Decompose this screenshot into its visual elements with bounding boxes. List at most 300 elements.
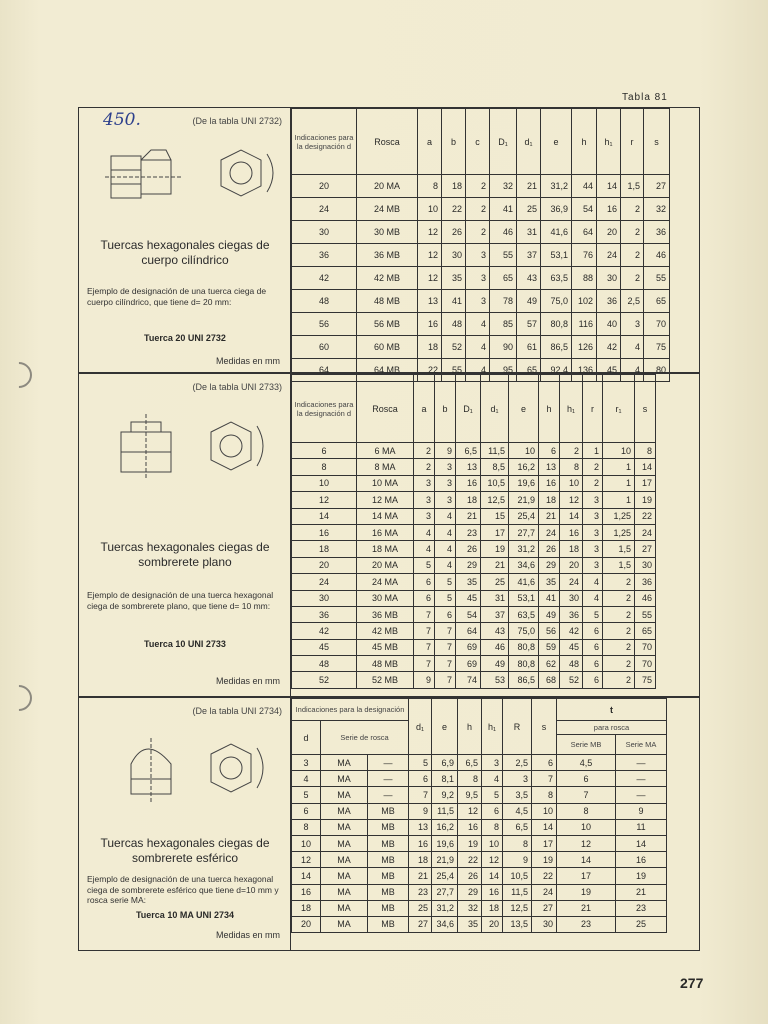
table-cell: 64 [292, 359, 357, 382]
table-cell: 12 [418, 244, 442, 267]
table-cell: 3 [583, 492, 603, 508]
table-cell: 3 [583, 508, 603, 524]
table-cell: — [616, 771, 667, 787]
table-cell: 12 [418, 221, 442, 244]
column-header: Serie MB [557, 735, 616, 755]
table-row [292, 623, 656, 639]
table-cell: 25 [517, 198, 541, 221]
column-header: r [621, 109, 644, 175]
table-cell: 55 [490, 244, 517, 267]
table-cell: 45 [456, 590, 481, 606]
table-cell: 4 [583, 574, 603, 590]
table-cell: 3 [414, 508, 435, 524]
section-info [79, 374, 291, 696]
table-cell: 57 [517, 313, 541, 336]
table-cell: MA [321, 819, 368, 835]
table-cell: 15 [481, 508, 509, 524]
table-cell: 8 [557, 803, 616, 819]
table-cell: 16 [418, 313, 442, 336]
column-header: d₁ [409, 699, 432, 755]
table-cell: 29 [456, 557, 481, 573]
table-cell: 5 [409, 755, 432, 771]
table-cell: 4 [414, 524, 435, 540]
table-row [292, 835, 667, 851]
table-cell: 6 [539, 443, 560, 459]
table-cell: 30 [532, 916, 557, 932]
table-cell: 16 [456, 475, 481, 491]
table-cell: 22 [635, 508, 656, 524]
table-cell: MA [321, 900, 368, 916]
table-cell: 7 [435, 623, 456, 639]
table-cell: 3 [583, 524, 603, 540]
table-cell: 7 [532, 771, 557, 787]
table-cell: MB [368, 835, 409, 851]
table-cell: MB [368, 868, 409, 884]
table-cell: 10,5 [481, 475, 509, 491]
table-cell: 14 [532, 819, 557, 835]
table-cell: 20 [292, 175, 357, 198]
table-cell: 1 [603, 492, 635, 508]
table-number: Tabla 81 [622, 92, 668, 103]
table-cell: 13 [456, 459, 481, 475]
table-cell: 16 MA [357, 524, 414, 540]
table-cell: 23 [616, 900, 667, 916]
table-cell: 19,6 [509, 475, 539, 491]
page-number: 277 [680, 975, 704, 991]
table-cell: 6 [435, 606, 456, 622]
table-cell: 12 [292, 492, 357, 508]
table-cell: 8 MA [357, 459, 414, 475]
table-cell: 18 [442, 175, 466, 198]
table-cell: 6 [557, 771, 616, 787]
table-cell: 11,5 [481, 443, 509, 459]
table-cell: MA [321, 835, 368, 851]
table-cell: 30 [597, 267, 621, 290]
table-cell: 13 [539, 459, 560, 475]
table-cell: 12 [560, 492, 583, 508]
table-cell: 3 [466, 267, 490, 290]
column-header: h₁ [597, 109, 621, 175]
table-cell: 21 [557, 900, 616, 916]
table-cell: 29 [539, 557, 560, 573]
table-cell: 18 [409, 852, 432, 868]
table-cell: 19 [458, 835, 482, 851]
table-cell: 2 [621, 267, 644, 290]
table-cell: 23 [456, 524, 481, 540]
table-cell: 9 [616, 803, 667, 819]
table-cell: 13,5 [503, 916, 532, 932]
table-cell: 49 [517, 290, 541, 313]
table-cell: 6,5 [503, 819, 532, 835]
table-cell: 35 [539, 574, 560, 590]
table-cell: 53 [481, 672, 509, 688]
table-cell: MA [321, 868, 368, 884]
table-cell: 30 [292, 590, 357, 606]
table-cell: 11 [616, 819, 667, 835]
table-cell: 52 [560, 672, 583, 688]
table-cell: 136 [572, 359, 597, 382]
table-cell: 14 [292, 508, 357, 524]
binder-hole [1, 357, 38, 394]
table-cell: 9 [435, 443, 456, 459]
table-cell: 6 [409, 771, 432, 787]
table-cell: 25 [481, 574, 509, 590]
table-cell: 12 [292, 852, 321, 868]
table-cell: 6 [583, 656, 603, 672]
table-row [292, 755, 667, 771]
table-cell: 2 [603, 656, 635, 672]
table-cell: 24 [597, 244, 621, 267]
table-cell: 70 [644, 313, 670, 336]
column-header: h [539, 375, 560, 443]
table-cell: 21 [409, 868, 432, 884]
column-header: s [532, 699, 557, 755]
table-cell: 44 [572, 175, 597, 198]
section-info [79, 108, 291, 372]
table-row [292, 475, 656, 491]
table-cell: 76 [572, 244, 597, 267]
table-cell: 4 [435, 524, 456, 540]
table-cell: 2 [621, 221, 644, 244]
table-cell: 52 [442, 336, 466, 359]
designation-code: Tuerca 20 UNI 2732 [144, 333, 226, 343]
table-row [292, 868, 667, 884]
table-cell: 27 [532, 900, 557, 916]
table-cell: 6 [414, 590, 435, 606]
nut-drawing-icon [91, 402, 281, 494]
table-cell: 10 [292, 835, 321, 851]
table-cell: 12 [482, 852, 503, 868]
table-cell: 36 [292, 244, 357, 267]
table-cell: 36 MB [357, 244, 418, 267]
table-row [292, 656, 656, 672]
table-cell: 10 [292, 475, 357, 491]
table-cell: 14 [482, 868, 503, 884]
table-cell: 6 [583, 639, 603, 655]
table-cell: 7 [435, 672, 456, 688]
table-cell: 26 [539, 541, 560, 557]
column-header: d₁ [481, 375, 509, 443]
table-cell: 9 [503, 852, 532, 868]
table-cell: 27,7 [509, 524, 539, 540]
table-cell: MB [368, 884, 409, 900]
table-cell: 31,2 [509, 541, 539, 557]
table-cell: 16,2 [432, 819, 458, 835]
table-cell: 24 [532, 884, 557, 900]
table-cell: 16 [560, 524, 583, 540]
table-cell: 2 [466, 198, 490, 221]
table-cell: MA [321, 852, 368, 868]
table-cell: 5 [482, 787, 503, 803]
table-row [292, 557, 656, 573]
table-cell: 20 [597, 221, 621, 244]
table-cell: 36 [635, 574, 656, 590]
table-cell: 21 [517, 175, 541, 198]
table-cell: 19 [532, 852, 557, 868]
table-cell: 56 [292, 313, 357, 336]
column-header: Rosca [357, 375, 414, 443]
table-cell: 56 [539, 623, 560, 639]
table-cell: 18 [292, 541, 357, 557]
column-header: h [572, 109, 597, 175]
table-cell: 48 [442, 313, 466, 336]
section-cylindrical [78, 107, 700, 373]
table-cell: 21 [481, 557, 509, 573]
table-cell: 31,2 [432, 900, 458, 916]
table-cell: 36 [597, 290, 621, 313]
column-header: h₁ [560, 375, 583, 443]
table-cell: 4 [482, 771, 503, 787]
table-cell: 9 [409, 803, 432, 819]
table-cell: 65 [490, 267, 517, 290]
table-row [292, 290, 670, 313]
table-cell: 40 [597, 313, 621, 336]
column-header: e [432, 699, 458, 755]
designation-example: Ejemplo de designación de una tuerca hexagonal ciega de sombrerete esférico que tiene d=10 mm y rosca serie MA: [87, 874, 279, 905]
table-cell: 80,8 [509, 656, 539, 672]
table-cell: 3 [435, 459, 456, 475]
table-cell: 24 [292, 574, 357, 590]
table-row [292, 590, 656, 606]
table-cell: 52 MB [357, 672, 414, 688]
table-cell: 69 [456, 656, 481, 672]
table-cell: 42 [560, 623, 583, 639]
table-cell: 25,4 [432, 868, 458, 884]
table-cell: 12 [557, 835, 616, 851]
table-cell: 20 [482, 916, 503, 932]
table-cell: 48 [292, 656, 357, 672]
table-cell: 64 [572, 221, 597, 244]
table-cell: 11,5 [503, 884, 532, 900]
table-cell: 43 [517, 267, 541, 290]
column-header: D₁ [490, 109, 517, 175]
table-cell: 16 [539, 475, 560, 491]
table-cell: 21,9 [509, 492, 539, 508]
table-cell: 16 [292, 524, 357, 540]
table-cell: 18 [292, 900, 321, 916]
table-cell: 4 [292, 771, 321, 787]
column-header: b [435, 375, 456, 443]
table-cell: 8 [532, 787, 557, 803]
table-cell: 46 [644, 244, 670, 267]
table-cell: 22 [442, 198, 466, 221]
table-cell: MB [368, 852, 409, 868]
table-cell: MA [321, 803, 368, 819]
table-row [292, 819, 667, 835]
table-cell: 6 [414, 574, 435, 590]
table-cell: 55 [442, 359, 466, 382]
table-cell: 17 [481, 524, 509, 540]
table-cell: 74 [456, 672, 481, 688]
table-cell: 88 [572, 267, 597, 290]
column-header: a [418, 109, 442, 175]
table-cell: 16 [616, 852, 667, 868]
units-note: Medidas en mm [215, 356, 280, 366]
table-cell: 48 [292, 290, 357, 313]
table-cell: 2 [603, 672, 635, 688]
table-row [292, 900, 667, 916]
table-cell: 14 MA [357, 508, 414, 524]
table-cell: 24 [560, 574, 583, 590]
table-cell: 2 [466, 175, 490, 198]
table-cell: 29 [458, 884, 482, 900]
table-cell: 25,4 [509, 508, 539, 524]
table-cell: 54 [456, 606, 481, 622]
table-cell: 18 MA [357, 541, 414, 557]
table-row [292, 459, 656, 475]
table-cell: 30 [292, 221, 357, 244]
table-cell: 8,5 [481, 459, 509, 475]
binder-hole [1, 680, 38, 717]
column-header: Indicaciones para la designación d [292, 109, 357, 175]
column-header: h [458, 699, 482, 755]
table-cell: 18 [482, 900, 503, 916]
column-header: Rosca [357, 109, 418, 175]
table-cell: 3 [466, 244, 490, 267]
column-header: e [541, 109, 572, 175]
table-cell: 24 [635, 524, 656, 540]
table-cell: 55 [644, 267, 670, 290]
table-row [292, 787, 667, 803]
table-cell: 12 [458, 803, 482, 819]
column-header: D₁ [456, 375, 481, 443]
table-cell: 10 [418, 198, 442, 221]
table-cell: 20 MA [357, 557, 414, 573]
table-cell: 10 [532, 803, 557, 819]
table-cell: 5 [583, 606, 603, 622]
table-cell: 45 [292, 639, 357, 655]
table-row [292, 492, 656, 508]
table-cell: 3 [482, 755, 503, 771]
table-cell: 9 [414, 672, 435, 688]
table-cell: 126 [572, 336, 597, 359]
table-cell: 116 [572, 313, 597, 336]
table-cell: 2 [583, 475, 603, 491]
table-cell: 16,2 [509, 459, 539, 475]
table-cell: 8 [560, 459, 583, 475]
table-cell: 20 [292, 916, 321, 932]
table-cell: MA [321, 916, 368, 932]
designation-code: Tuerca 10 MA UNI 2734 [135, 910, 235, 920]
table-row [292, 916, 667, 932]
table-cell: 37 [517, 244, 541, 267]
table-row [292, 443, 656, 459]
table-cell: 2,5 [503, 755, 532, 771]
table-cell: 2 [560, 443, 583, 459]
table-cell: 10 [482, 835, 503, 851]
table-cell: 27 [644, 175, 670, 198]
table-cell: 46 [490, 221, 517, 244]
table-cell: 36 [560, 606, 583, 622]
table-cell: 1,5 [603, 541, 635, 557]
table-cell: 24 MB [357, 198, 418, 221]
table-cell: 26 [458, 868, 482, 884]
table-cell: 2 [466, 221, 490, 244]
handwritten-note: 450. [103, 110, 141, 130]
table-cell: 4 [621, 336, 644, 359]
table-cell: 19 [557, 884, 616, 900]
table-cell: 35 [458, 916, 482, 932]
table-cell: 16 [458, 819, 482, 835]
table-cell: — [616, 787, 667, 803]
table-row [292, 574, 656, 590]
table-cell: 24 MA [357, 574, 414, 590]
table-cell: 65 [517, 359, 541, 382]
column-header: para rosca [557, 721, 667, 735]
table-cell: 7 [409, 787, 432, 803]
column-header-group: Indicaciones para la designación [292, 699, 409, 721]
table-cell: 42 [597, 336, 621, 359]
table-cell: 16 [409, 835, 432, 851]
table-cell: 46 [635, 590, 656, 606]
table-cell: 64 [456, 623, 481, 639]
table-row [292, 267, 670, 290]
source-reference: (De la tabla UNI 2733) [192, 382, 282, 392]
table-cell: 17 [532, 835, 557, 851]
table-cell: 3,5 [503, 787, 532, 803]
table-cell: 25 [409, 900, 432, 916]
table-cell: 12,5 [481, 492, 509, 508]
section-title: Tuercas hexagonales ciegas de sombrerete esférico [100, 836, 270, 865]
table-row [292, 198, 670, 221]
table-cell: 6 [583, 672, 603, 688]
table-cell: 85 [490, 313, 517, 336]
table-cell: 90 [490, 336, 517, 359]
table-row [292, 508, 656, 524]
table-cell: 1 [583, 443, 603, 459]
table-cell: 27 [635, 541, 656, 557]
table-cell: 86,5 [541, 336, 572, 359]
table-cell: 17 [635, 475, 656, 491]
table-cell: 65 [644, 290, 670, 313]
table-cell: 45 [560, 639, 583, 655]
designation-example: Ejemplo de designación de una tuerca hexagonal ciega de sombrerete plano, que tiene d= 10 mm: [87, 590, 274, 611]
column-header: Indicaciones para la designación d [292, 375, 357, 443]
table-cell: 55 [635, 606, 656, 622]
table-cell: MA [321, 787, 368, 803]
table-cell: 27 [409, 916, 432, 932]
dimensions-table [291, 374, 656, 689]
table-cell: 80,8 [541, 313, 572, 336]
table-cell: 4,5 [557, 755, 616, 771]
table-cell: 7 [414, 656, 435, 672]
table-cell: — [616, 755, 667, 771]
table-cell: 16 [292, 884, 321, 900]
table-cell: 30 MA [357, 590, 414, 606]
table-cell: 48 MB [357, 656, 414, 672]
table-cell: 19 [616, 868, 667, 884]
table-cell: 8 [635, 443, 656, 459]
table-cell: 5 [414, 557, 435, 573]
table-cell: 53,1 [541, 244, 572, 267]
table-row [292, 771, 667, 787]
table-cell: 48 [560, 656, 583, 672]
table-cell: 11,5 [432, 803, 458, 819]
table-cell: 31 [517, 221, 541, 244]
table-cell: 30 MB [357, 221, 418, 244]
table-cell: MA [321, 755, 368, 771]
table-cell: 23 [557, 916, 616, 932]
table-cell: 3 [503, 771, 532, 787]
table-cell: 18 [539, 492, 560, 508]
table-cell: 7 [414, 639, 435, 655]
table-cell: 4 [435, 541, 456, 557]
table-cell: 8 [418, 175, 442, 198]
table-cell: 80 [644, 359, 670, 382]
table-cell: 3 [583, 557, 603, 573]
table-cell: 42 [292, 623, 357, 639]
nut-drawing-icon [91, 130, 281, 222]
